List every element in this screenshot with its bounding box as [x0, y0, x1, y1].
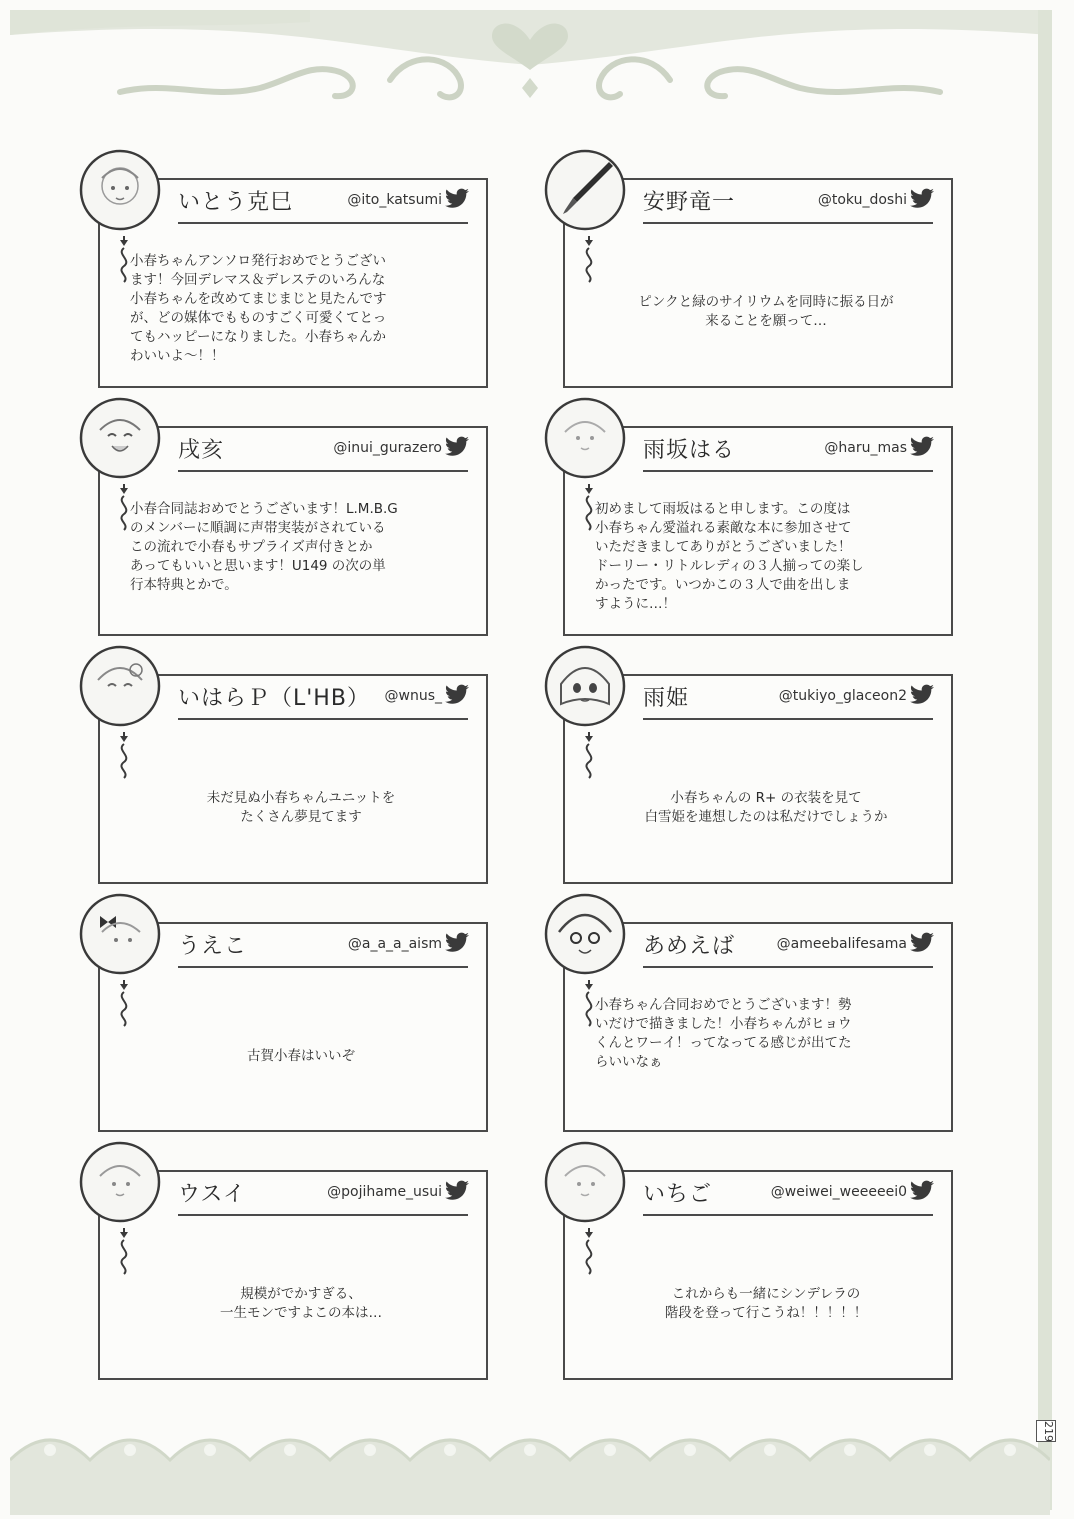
avatar: [543, 396, 627, 480]
contributor-name: 安野竜一: [643, 190, 736, 215]
twitter-bird-icon[interactable]: [444, 436, 470, 458]
contributor-message: 規模がでかすぎる、 一生モンですよこの本は…: [220, 1286, 382, 1321]
contributor-message: これからも一緒にシンデレラの 階段を登って行こうね！！！！！: [664, 1286, 868, 1321]
contributor-name: 雨姫: [643, 686, 690, 711]
card-header: [643, 1170, 933, 1216]
right-edge-band: [1038, 10, 1052, 1510]
contributor-message: 古賀小春はいいぞ: [247, 1047, 355, 1064]
contributor-card: [78, 1140, 518, 1380]
card-header: [178, 1170, 468, 1216]
contributor-card: [78, 396, 518, 636]
page-number: 219: [1036, 1420, 1056, 1442]
twitter-bird-icon[interactable]: [444, 932, 470, 954]
card-header: [643, 922, 933, 968]
card-header: [643, 426, 933, 472]
card-header: [178, 426, 468, 472]
twitter-handle[interactable]: @haru_mas: [824, 440, 907, 456]
bottom-lace-ornament: [10, 1420, 1050, 1515]
contributor-name: いとう克巳: [178, 190, 294, 215]
contributor-name: いはらＰ（L'HB）: [178, 686, 370, 711]
contributor-message: 未だ見ぬ小春ちゃんユニットを たくさん夢見てます: [206, 790, 396, 825]
contributor-card: [543, 644, 983, 884]
avatar: [78, 1140, 162, 1224]
avatar: [543, 892, 627, 976]
avatar: [543, 644, 627, 728]
twitter-bird-icon[interactable]: [444, 188, 470, 210]
contributor-name: うえこ: [178, 934, 248, 959]
card-header: [643, 178, 933, 224]
contributor-card: [543, 396, 983, 636]
twitter-handle[interactable]: @wnus_: [384, 688, 442, 704]
contributor-card: [543, 148, 983, 388]
avatar: [78, 892, 162, 976]
twitter-bird-icon[interactable]: [909, 188, 935, 210]
avatar: [78, 148, 162, 232]
twitter-handle[interactable]: @ameebalifesama: [776, 936, 907, 952]
contributor-message: 小春ちゃんの R+ の衣装を見て 白雪姫を連想したのは私だけでしょうか: [644, 790, 888, 825]
twitter-handle[interactable]: @ito_katsumi: [347, 192, 442, 208]
twitter-handle[interactable]: @weiwei_weeeeei0: [770, 1184, 907, 1200]
avatar: [543, 1140, 627, 1224]
contributor-card: [78, 148, 518, 388]
twitter-handle[interactable]: @a_a_a_aism: [347, 936, 442, 952]
contributor-message: 小春ちゃん合同おめでとうございます！勢 いだけで描きました！小春ちゃんがヒョウ くんとワーイ！ってなってる感じが出てた らいいなぁ: [595, 997, 852, 1070]
twitter-bird-icon[interactable]: [909, 932, 935, 954]
contributor-name: ウスイ: [178, 1182, 246, 1207]
card-header: [178, 922, 468, 968]
contributor-message: 小春合同誌おめでとうございます！L.M.B.G のメンバーに順調に声帯実装がされている この流れで小春もサプライズ声付きとか あってもいいと思います！U149 の次の単 行本特典とかで。: [130, 501, 398, 593]
avatar: [78, 396, 162, 480]
card-header: [643, 674, 933, 720]
twitter-handle[interactable]: @toku_doshi: [817, 192, 907, 208]
twitter-handle[interactable]: @inui_gurazero: [333, 440, 442, 456]
twitter-bird-icon[interactable]: [909, 436, 935, 458]
twitter-bird-icon[interactable]: [909, 1180, 935, 1202]
fountain-pen-icon: [543, 148, 627, 232]
twitter-handle[interactable]: @tukiyo_glaceon2: [778, 688, 907, 704]
contributor-name: いちご: [643, 1182, 713, 1207]
card-header: [178, 178, 468, 224]
contributor-card: [543, 892, 983, 1132]
twitter-bird-icon[interactable]: [444, 684, 470, 706]
twitter-bird-icon[interactable]: [909, 684, 935, 706]
contributor-message: ピンクと緑のサイリウムを同時に振る日が 来ることを願って…: [638, 294, 894, 329]
contributor-card: [78, 892, 518, 1132]
contributor-card: [543, 1140, 983, 1380]
contributor-message: 小春ちゃんアンソロ発行おめでとうござい ます！今回デレマス＆デレステのいろんな 小春ちゃんを改めてまじまじと見たんです が、どの媒体でもものすごく可愛くてとっ てもハッピーになりました。小春ちゃんか わいいよ〜！！: [130, 253, 387, 364]
contributor-message: 初めまして雨坂はると申します。この度は 小春ちゃん愛溢れる素敵な本に参加させて いただきましてありがとうございました！ ドーリー・リトルレディの３人揃っての楽し かったです。いつかこの３人で曲を出しま すように…！: [595, 501, 864, 612]
twitter-handle[interactable]: @pojihame_usui: [327, 1184, 442, 1200]
top-ornament: [10, 10, 1050, 120]
contributor-name: あめえば: [643, 934, 736, 959]
contributor-name: 雨坂はる: [643, 438, 736, 463]
contributor-name: 戌亥: [178, 438, 225, 463]
card-header: [178, 674, 468, 720]
twitter-bird-icon[interactable]: [444, 1180, 470, 1202]
avatar: [78, 644, 162, 728]
contributor-card: [78, 644, 518, 884]
